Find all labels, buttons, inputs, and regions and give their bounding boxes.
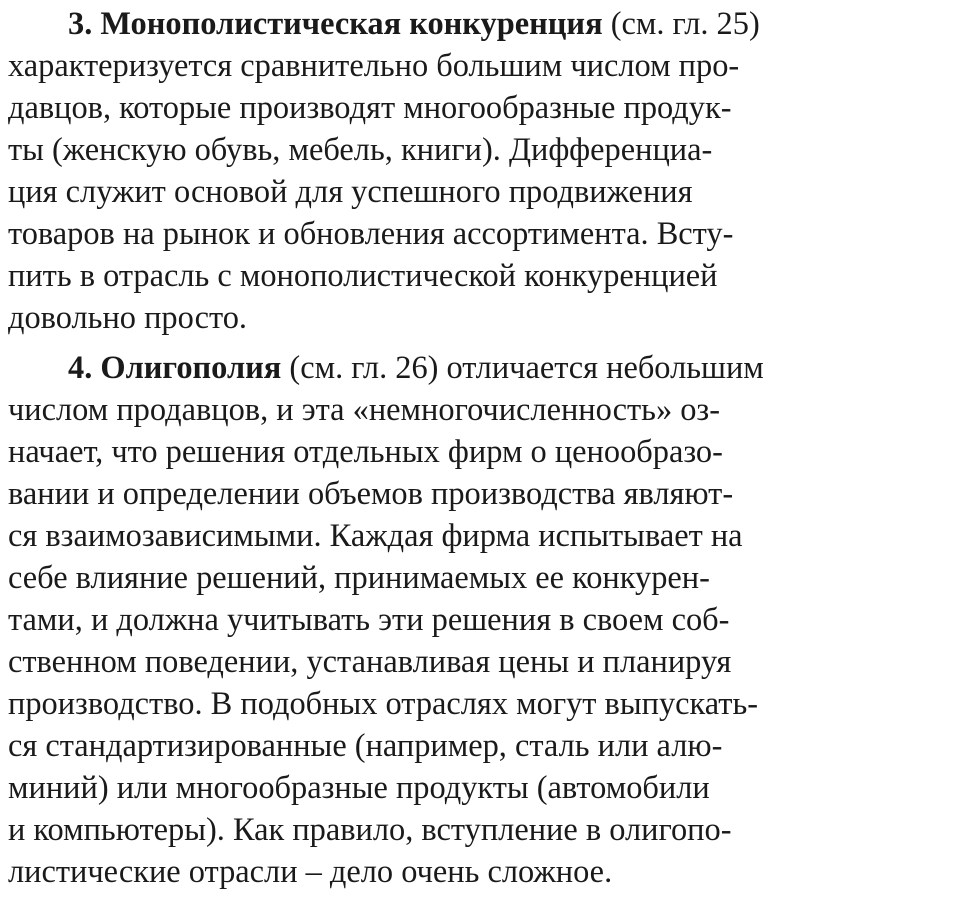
paragraph-1-heading: 3. Монополистическая конкуренция	[68, 6, 603, 42]
paragraph-1-line-1	[68, 8, 760, 40]
paragraph-1-line-5: ция служит основой для успешного продвижения	[8, 174, 693, 210]
paragraph-2-line-5: ся взаимозависимыми. Каждая фирма испытывает на	[8, 518, 743, 554]
document-page	[8, 0, 956, 916]
paragraph-1-line-2: характеризуется сравнительно большим числом про-	[8, 48, 740, 84]
paragraph-2-line-2: числом продавцов, и эта «немногочисленность» оз-	[8, 392, 721, 428]
paragraph-2-line-9: производство. В подобных отраслях могут выпускать-	[8, 686, 759, 722]
paragraph-2-line-3: начает, что решения отдельных фирм о ценообразо-	[8, 434, 723, 470]
paragraph-1-line-1-text: (см. гл. 25)	[602, 6, 760, 42]
paragraph-1-line-6: товаров на рынок и обновления ассортимента. Всту-	[8, 216, 734, 252]
paragraph-2-line-6: себе влияние решений, принимаемых ее конкурен-	[8, 560, 710, 596]
paragraph-1-line-8: довольно просто.	[8, 300, 248, 336]
paragraph-2-heading: 4. Олигополия	[68, 350, 282, 386]
paragraph-2-line-1-text: (см. гл. 26) отличается небольшим	[281, 350, 764, 386]
paragraph-1-line-4: ты (женскую обувь, мебель, книги). Дифференциа-	[8, 132, 713, 168]
paragraph-2-line-4: вании и определении объемов производства являют-	[8, 476, 734, 512]
paragraph-2-line-11: миний) или многообразные продукты (автомобили	[8, 770, 710, 806]
paragraph-2-line-7: тами, и должна учитывать эти решения в своем соб-	[8, 602, 730, 638]
paragraph-2-line-1	[68, 352, 764, 384]
paragraph-2-line-8: ственном поведении, устанавливая цены и планируя	[8, 644, 732, 680]
paragraph-2-line-10: ся стандартизированные (например, сталь или алю-	[8, 728, 723, 764]
paragraph-2-line-12: и компьютеры). Как правило, вступление в олигопо-	[8, 812, 732, 848]
paragraph-2-line-13: листические отрасли – дело очень сложное.	[8, 854, 613, 890]
paragraph-1-line-7: пить в отрасль с монополистической конкуренцией	[8, 258, 718, 294]
paragraph-1-line-3: давцов, которые производят многообразные продук-	[8, 90, 732, 126]
